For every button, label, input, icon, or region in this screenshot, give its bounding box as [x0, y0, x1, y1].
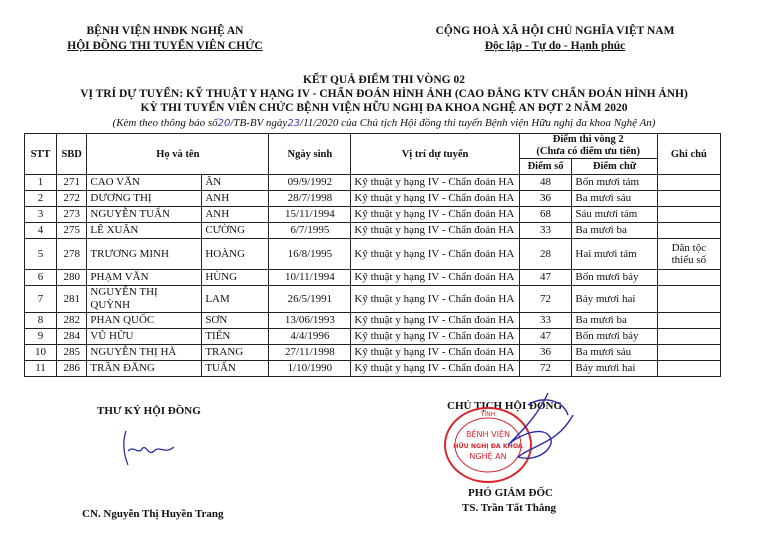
row-dob: 26/5/1991 — [269, 286, 351, 313]
reference-note — [20, 117, 748, 129]
note-suffix: /11/2020 của Chủ tịch Hội đồng thi tuyển Bệnh viện Hữu nghị đa khoa Nghệ An) — [300, 117, 656, 129]
stamp-line-1: BỆNH VIỆN — [466, 430, 510, 439]
row-dob: 28/7/1998 — [269, 191, 351, 207]
secretary-title: THƯ KÝ HỘI ĐỒNG — [97, 405, 201, 417]
row-position: Kỹ thuật y hạng IV - Chẩn đoán HA — [351, 361, 519, 377]
row-dob: 4/4/1996 — [269, 329, 351, 345]
row-dob: 16/8/1995 — [269, 239, 351, 270]
secretary-signature — [118, 425, 178, 470]
document-title — [20, 73, 748, 115]
row-last-name: LÊ XUÂN — [87, 223, 202, 239]
row-stt: 6 — [25, 270, 57, 286]
row-last-name: NGUYỄN THỊ QUỲNH — [87, 286, 202, 313]
header-score-group-line2: (Chưa có điểm ưu tiên) — [536, 146, 640, 157]
chairman-signature — [488, 385, 578, 495]
row-sbd: 271 — [56, 175, 86, 191]
row-last-name: DƯƠNG THỊ — [87, 191, 202, 207]
note-prefix: (Kèm theo thông báo số — [112, 117, 218, 129]
chairman-role: PHÓ GIÁM ĐỐC — [468, 487, 553, 499]
row-note — [657, 329, 720, 345]
note-number-handwritten: 20 — [217, 118, 231, 129]
note-day-handwritten: 23 — [287, 118, 301, 129]
row-stt: 5 — [25, 239, 57, 270]
row-sbd: 284 — [56, 329, 86, 345]
row-last-name: TRẦN ĐĂNG — [87, 361, 202, 377]
row-first-name: ÂN — [202, 175, 269, 191]
row-last-name: PHAN QUỐC — [87, 313, 202, 329]
row-score-word: Bảy mươi hai — [572, 361, 657, 377]
header-score-group-line1: Điểm thi vòng 2 — [552, 134, 624, 145]
row-position: Kỹ thuật y hạng IV - Chẩn đoán HA — [351, 223, 519, 239]
row-score: 33 — [519, 313, 572, 329]
table-row — [25, 207, 721, 223]
header-score-word: Điểm chữ — [572, 159, 657, 175]
row-note: Dân tộc thiểu số — [657, 239, 720, 270]
row-first-name: LAM — [202, 286, 269, 313]
row-note — [657, 223, 720, 239]
row-dob: 15/11/1994 — [269, 207, 351, 223]
row-position: Kỹ thuật y hạng IV - Chẩn đoán HA — [351, 329, 519, 345]
row-score-word: Bốn mươi tám — [572, 175, 657, 191]
header-note: Ghi chú — [657, 134, 720, 175]
stamp-line-3: NGHỆ AN — [469, 452, 507, 461]
issuer-header — [40, 24, 290, 54]
secretary-name: CN. Nguyễn Thị Huyền Trang — [82, 508, 224, 520]
row-position: Kỹ thuật y hạng IV - Chẩn đoán HA — [351, 207, 519, 223]
row-last-name: VŨ HỮU — [87, 329, 202, 345]
header-dob: Ngày sinh — [269, 134, 351, 175]
row-score-word: Bốn mươi bảy — [572, 270, 657, 286]
row-position: Kỹ thuật y hạng IV - Chẩn đoán HA — [351, 270, 519, 286]
row-sbd: 281 — [56, 286, 86, 313]
row-note — [657, 270, 720, 286]
country-name: CỘNG HOÀ XÃ HỘI CHỦ NGHĨA VIỆT NAM — [435, 25, 675, 37]
stamp-line-2: HỮU NGHỊ ĐA KHOA — [453, 443, 523, 450]
table-row — [25, 270, 721, 286]
row-note — [657, 175, 720, 191]
results-table — [24, 133, 721, 377]
table-row — [25, 239, 721, 270]
row-first-name: ANH — [202, 191, 269, 207]
hospital-name: BỆNH VIỆN HNĐK NGHỆ AN — [86, 25, 244, 37]
row-score-word: Ba mươi ba — [572, 313, 657, 329]
row-last-name: PHẠM VĂN — [87, 270, 202, 286]
table-row — [25, 361, 721, 377]
chairman-name: TS. Trần Tất Thắng — [462, 502, 556, 514]
title-line-1: KẾT QUẢ ĐIỂM THI VÒNG 02 — [303, 74, 465, 86]
row-dob: 10/11/1994 — [269, 270, 351, 286]
row-score-word: Ba mươi sáu — [572, 191, 657, 207]
table-row — [25, 175, 721, 191]
row-score: 68 — [519, 207, 572, 223]
row-sbd: 278 — [56, 239, 86, 270]
row-first-name: HÙNG — [202, 270, 269, 286]
row-score: 72 — [519, 361, 572, 377]
row-first-name: TIẾN — [202, 329, 269, 345]
row-first-name: ANH — [202, 207, 269, 223]
header-stt: STT — [25, 134, 57, 175]
header-score-num: Điểm số — [519, 159, 572, 175]
row-score-word: Bảy mươi hai — [572, 286, 657, 313]
row-position: Kỹ thuật y hạng IV - Chẩn đoán HA — [351, 175, 519, 191]
row-note — [657, 286, 720, 313]
row-note — [657, 361, 720, 377]
row-sbd: 275 — [56, 223, 86, 239]
row-position: Kỹ thuật y hạng IV - Chẩn đoán HA — [351, 345, 519, 361]
national-header — [395, 24, 715, 54]
row-score: 47 — [519, 270, 572, 286]
row-stt: 7 — [25, 286, 57, 313]
row-score-word: Ba mươi ba — [572, 223, 657, 239]
row-last-name: TRƯƠNG MINH — [87, 239, 202, 270]
row-note — [657, 313, 720, 329]
row-dob: 09/9/1992 — [269, 175, 351, 191]
table-row — [25, 191, 721, 207]
stamp-top-text: TỈNH — [480, 411, 496, 418]
table-header-row — [25, 134, 721, 159]
table-row — [25, 329, 721, 345]
row-last-name: NGUYỄN THỊ HÀ — [87, 345, 202, 361]
row-stt: 1 — [25, 175, 57, 191]
title-line-2: VỊ TRÍ DỰ TUYỂN: KỸ THUẬT Y HẠNG IV - CHẨN ĐOÁN HÌNH ẢNH (CAO ĐẲNG KTV CHẨN ĐOÁN HÌNH ẢNH) — [80, 88, 688, 100]
row-stt: 2 — [25, 191, 57, 207]
row-note — [657, 345, 720, 361]
row-dob: 13/06/1993 — [269, 313, 351, 329]
title-line-3: KỲ THI TUYỂN VIÊN CHỨC BỆNH VIỆN HỮU NGHỊ ĐA KHOA NGHỆ AN ĐỢT 2 NĂM 2020 — [140, 102, 628, 114]
row-stt: 11 — [25, 361, 57, 377]
row-stt: 3 — [25, 207, 57, 223]
row-first-name: HOÀNG — [202, 239, 269, 270]
row-last-name: CAO VĂN — [87, 175, 202, 191]
row-score: 48 — [519, 175, 572, 191]
row-position: Kỹ thuật y hạng IV - Chẩn đoán HA — [351, 313, 519, 329]
table-row — [25, 223, 721, 239]
table-row — [25, 345, 721, 361]
header-position: Vị trí dự tuyển — [351, 134, 519, 175]
row-dob: 27/11/1998 — [269, 345, 351, 361]
row-sbd: 285 — [56, 345, 86, 361]
row-stt: 10 — [25, 345, 57, 361]
row-stt: 9 — [25, 329, 57, 345]
council-name: HỘI ĐỒNG THI TUYỂN VIÊN CHỨC — [67, 40, 263, 52]
row-note — [657, 191, 720, 207]
row-sbd: 272 — [56, 191, 86, 207]
header-score-group — [519, 134, 657, 159]
row-score: 36 — [519, 345, 572, 361]
row-score: 72 — [519, 286, 572, 313]
row-note — [657, 207, 720, 223]
header-name: Họ và tên — [87, 134, 269, 175]
table-row — [25, 286, 721, 313]
chairman-title: CHỦ TỊCH HỘI ĐỒNG — [447, 400, 563, 412]
row-dob: 1/10/1990 — [269, 361, 351, 377]
row-score-word: Hai mươi tám — [572, 239, 657, 270]
row-score: 36 — [519, 191, 572, 207]
note-middle: /TB-BV ngày — [230, 117, 288, 129]
row-score-word: Bốn mươi bảy — [572, 329, 657, 345]
row-position: Kỹ thuật y hạng IV - Chẩn đoán HA — [351, 239, 519, 270]
row-sbd: 280 — [56, 270, 86, 286]
row-position: Kỹ thuật y hạng IV - Chẩn đoán HA — [351, 286, 519, 313]
row-score: 28 — [519, 239, 572, 270]
row-first-name: TRANG — [202, 345, 269, 361]
row-score-word: Sáu mươi tám — [572, 207, 657, 223]
row-score: 33 — [519, 223, 572, 239]
row-position: Kỹ thuật y hạng IV - Chẩn đoán HA — [351, 191, 519, 207]
row-dob: 6/7/1995 — [269, 223, 351, 239]
row-first-name: SƠN — [202, 313, 269, 329]
row-sbd: 273 — [56, 207, 86, 223]
row-first-name: TUẤN — [202, 361, 269, 377]
row-score-word: Ba mươi sáu — [572, 345, 657, 361]
row-sbd: 282 — [56, 313, 86, 329]
row-first-name: CƯỜNG — [202, 223, 269, 239]
row-last-name: NGUYỄN TUẤN — [87, 207, 202, 223]
row-score: 47 — [519, 329, 572, 345]
row-stt: 8 — [25, 313, 57, 329]
header-sbd: SBD — [56, 134, 86, 175]
table-row — [25, 313, 721, 329]
row-sbd: 286 — [56, 361, 86, 377]
table-body — [25, 175, 721, 377]
row-stt: 4 — [25, 223, 57, 239]
national-motto: Độc lập - Tự do - Hạnh phúc — [484, 40, 626, 52]
